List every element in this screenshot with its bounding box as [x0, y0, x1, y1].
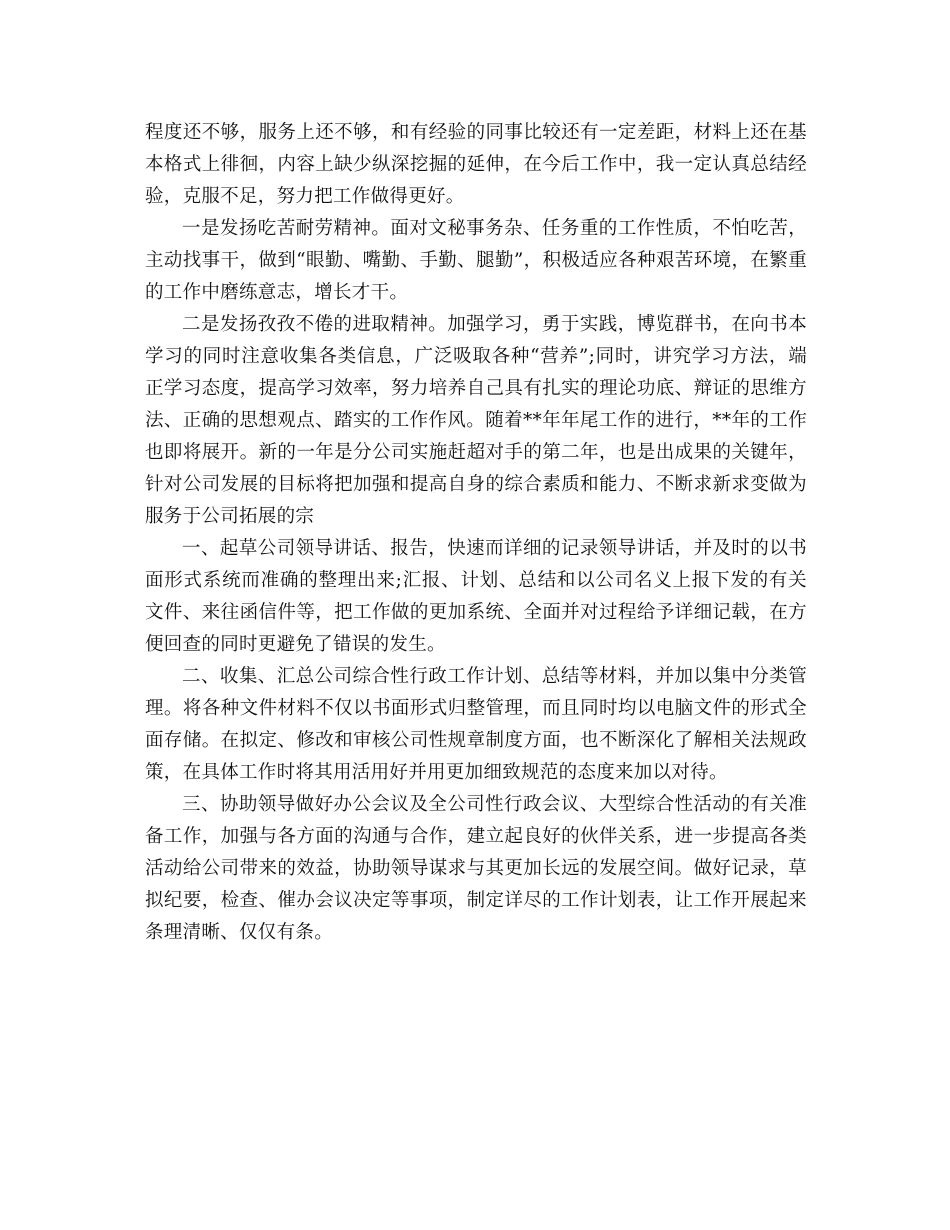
paragraph-item-one: 一、起草公司领导讲话、报告，快速而详细的记录领导讲话，并及时的以书面形式系统而准确的整理出来;汇报、计划、总结和以公司名义上报下发的有关文件、来往函信件等，把工作做的更加系统、全面并对过程给予详细记载，在方便回查的同时更避免了错误的发生。 — [145, 538, 807, 655]
paragraph-item-two: 二、收集、汇总公司综合性行政工作计划、总结等材料，并加以集中分类管理。将各种文件材料不仅以书面形式归整管理，而且同时均以电脑文件的形式全面存储。在拟定、修改和审核公司性规章制度方面，也不断深化了解相关法规政策，在具体工作时将其用活用好并用更加细致规范的态度来加以对待。 — [145, 666, 807, 783]
paragraph-hardworking-spirit: 一是发扬吃苦耐劳精神。面对文秘事务杂、任务重的工作性质，不怕吃苦，主动找事干，做到“眼勤、嘴勤、手勤、腿勤”，积极适应各种艰苦环境，在繁重的工作中磨练意志，增长才干。 — [145, 218, 807, 303]
document-body — [145, 117, 807, 949]
paragraph-item-three: 三、协助领导做好办公会议及全公司性行政会议、大型综合性活动的有关准备工作，加强与各方面的沟通与合作，建立起良好的伙伴关系，进一步提高各类活动给公司带来的效益，协助领导谋求与其更加长远的发展空间。做好记录，草拟纪要，检查、催办会议决定等事项，制定详尽的工作计划表，让工作开展起来条理清晰、仅仅有条。 — [145, 794, 807, 943]
paragraph-enterprising-spirit: 二是发扬孜孜不倦的进取精神。加强学习，勇于实践，博览群书，在向书本学习的同时注意收集各类信息，广泛吸取各种“营养”;同时，讲究学习方法，端正学习态度，提高学习效率，努力培养自己具有扎实的理论功底、辩证的思维方法、正确的思想观点、踏实的工作作风。随着**年年尾工作的进行，**年的工作也即将展开。新的一年是分公司实施赶超对手的第二年，也是出成果的关键年，针对公司发展的目标将把加强和提高自身的综合素质和能力、不断求新求变做为服务于公司拓展的宗 — [145, 314, 807, 527]
paragraph-continuation: 程度还不够，服务上还不够，和有经验的同事比较还有一定差距，材料上还在基本格式上徘徊，内容上缺少纵深挖掘的延伸，在今后工作中，我一定认真总结经验，克服不足，努力把工作做得更好。 — [145, 122, 807, 207]
